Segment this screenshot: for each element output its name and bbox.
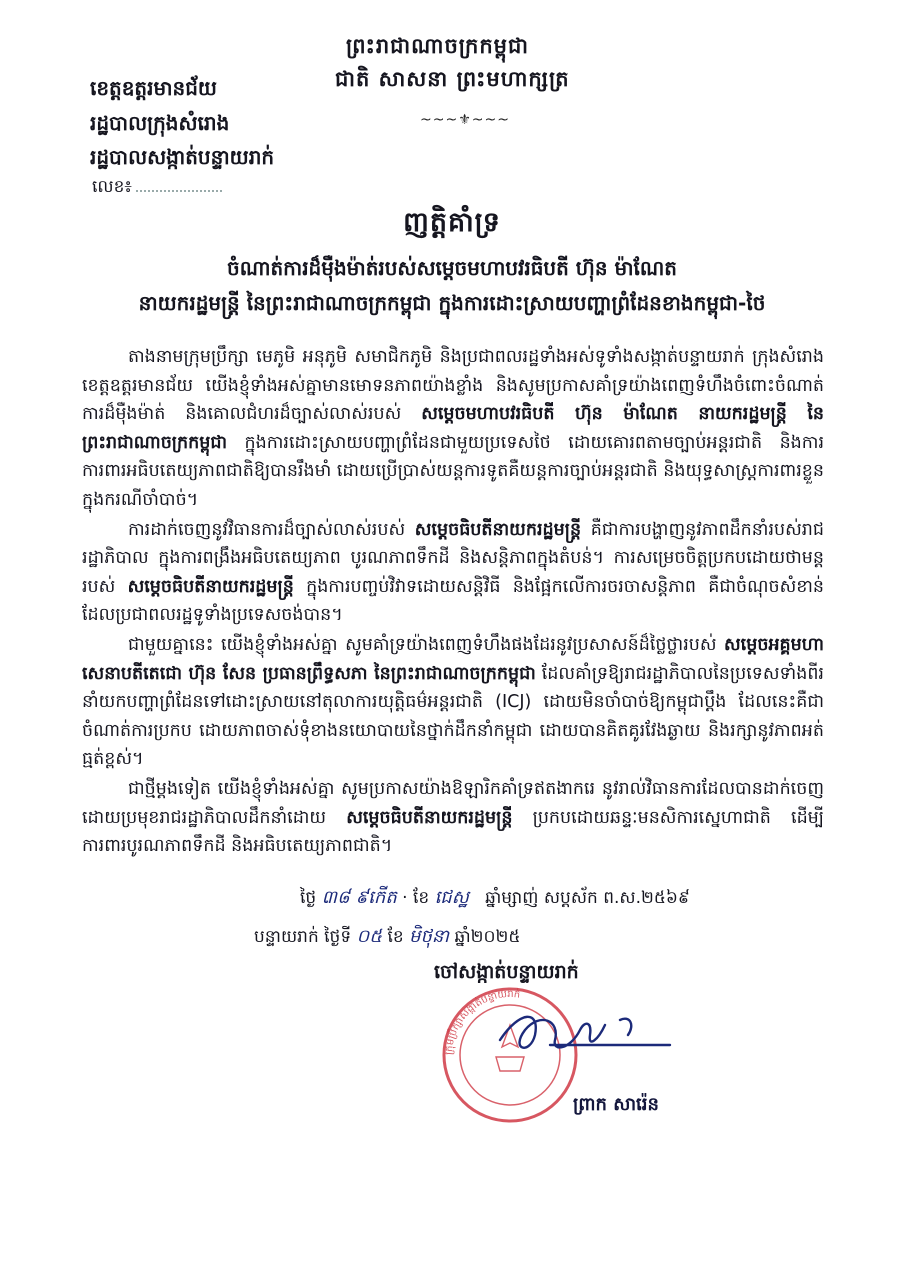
reference-blank — [136, 190, 222, 192]
bold-name: សម្ដេចមហាបវរធិបតី ហ៊ុន ម៉ាណែត នាយករដ្ឋមន្ត្រី នៃព្រះរាជាណាចក្រកម្ពុជា — [82, 404, 824, 453]
seal-text: ក្រុមប្រឹក្សាសង្កាត់បន្ទាយរាក់ — [443, 988, 521, 1056]
signatory-title: ចៅសង្កាត់បន្ទាយរាក់ — [434, 961, 579, 983]
document-subtitle-line-1: ចំណាត់ការដ៏ម៉ឺងម៉ាត់របស់សម្ដេចមហាបវរធិបតី ហ៊ុន ម៉ាណែត — [227, 256, 677, 280]
paragraph-4: ជាថ្មីម្ដងទៀត យើងខ្ញុំទាំងអស់គ្នា សូមប្រកាសយ៉ាងឱឡារិកគាំទ្រឥតងាករេ នូវរាល់វិធានការដែលបានដាក់ចេញដោយប្រមុខរាជរដ្ឋាភិបាលដឹកនាំដោយ សម្ដេចធិបតីនាយករដ្ឋមន្ត្រី ប្រកបដោយឆន្ទៈមនសិការស្នេហាជាតិ ដើម្បីការពារបូរណភាពទឹកដី និងអធិបតេយ្យភាពជាតិ។ — [82, 778, 825, 857]
solar-date-line: បន្ទាយរាក់ ថ្ងៃទី ០៥ ខែ មិថុនា ឆ្នាំ២០២៥ — [254, 926, 521, 947]
bold-name: សម្ដេចធិបតីនាយករដ្ឋមន្ត្រី — [127, 576, 294, 597]
handwritten-solar-month: មិថុនា — [409, 926, 450, 947]
document-title: ញត្តិគាំទ្រ — [403, 207, 501, 238]
province-name: ខេត្តឧត្តរមានជ័យ — [90, 76, 217, 100]
handwritten-lunar-month: ជេស្ឋ — [434, 887, 469, 908]
reference-number — [92, 176, 222, 201]
document-subtitle-line-2: នាយករដ្ឋមន្ត្រី នៃព្រះរាជាណាចក្រកម្ពុជា ក្នុងការដោះស្រាយបញ្ហាព្រំដែនខាងកម្ពុជា-ថៃ — [138, 291, 766, 315]
document-body — [82, 343, 824, 862]
national-motto: ជាតិ សាសនា ព្រះមហាក្សត្រ — [335, 67, 570, 91]
lunar-date-line: ថ្ងៃ ៣៨ ៩កើត · ខែ ជេស្ឋ ឆ្នាំម្សាញ់ សប្តស័ក ព.ស.២៥៦៩ — [300, 887, 690, 908]
paragraph-1: តាងនាមក្រុមប្រឹក្សា មេភូមិ អនុភូមិ សមាជិកភូមិ និងប្រជាពលរដ្ឋទាំងអស់ទូទាំងសង្កាត់បន្ទាយរាក់ ក្រុងសំរោង ខេត្តឧត្តរមានជ័យ យើងខ្ញុំទាំងអស់គ្នាមានមោទនភាពយ៉ាងខ្លាំង និងសូមប្រកាសគាំទ្រយ៉ាងពេញទំហឹងចំពោះចំណាត់ការដ៏ម៉ឺងម៉ាត់ និងគោលជំហរដ៏ច្បាស់លាស់របស់ សម្ដេចមហាបវរធិបតី ហ៊ុន ម៉ាណែត នាយករដ្ឋមន្ត្រី នៃព្រះរាជាណាចក្រកម្ពុជា ក្នុងការដោះស្រាយបញ្ហាព្រំដែនជាមួយប្រទេសថៃ ដោយគោរពតាមច្បាប់អន្តរជាតិ និងការ ការពារអធិបតេយ្យភាពជាតិឱ្យបានរឹងមាំ ដោយប្រើប្រាស់យន្តការទូតគឺយន្តការច្បាប់អន្តរជាតិ និងយុទ្ធសាស្ត្រការពារខ្លួនក្នុងករណីចាំបាច់។ — [82, 347, 824, 510]
bold-name: សម្ដេចធិបតីនាយករដ្ឋមន្ត្រី — [346, 807, 513, 828]
city-administration: រដ្ឋបាលក្រុងសំរោង — [90, 111, 230, 135]
sangkat-administration: រដ្ឋបាលសង្កាត់បន្ទាយរាក់ — [90, 145, 275, 169]
handwritten-solar-day: ០៥ — [356, 926, 383, 947]
bold-name: សម្ដេចអគ្គមហាសេនាបតីតេជោ ហ៊ុន សែន ប្រធានព្រឹទ្ធសភា នៃព្រះរាជាណាចក្រកម្ពុជា — [82, 634, 824, 684]
paragraph-2: ការដាក់ចេញនូវវិធានការដ៏ច្បាស់លាស់របស់ សម្ដេចធិបតីនាយករដ្ឋមន្ត្រី គឺជាការបង្ហាញនូវភាពដឹកនាំរបស់រាជរដ្ឋាភិបាល ក្នុងការពង្រឹងអធិបតេយ្យភាព បូរណភាពទឹកដី និងសន្តិភាពក្នុងតំបន់។ ការសម្រេចចិត្តប្រកបដោយថាមន្តរបស់ សម្ដេចធិបតីនាយករដ្ឋមន្ត្រី ក្នុងការបញ្ចប់វិវាទដោយសន្តិវិធី និងផ្អែកលើការចរចាសន្តិភាព គឺជាចំណុចសំខាន់ដែលប្រជាពលរដ្ឋទូទាំងប្រទេសចង់បាន។ — [82, 519, 824, 626]
ornament-divider: ~~~⚜~~~ — [420, 112, 510, 128]
handwritten-signature — [480, 1000, 680, 1070]
bold-name: សម្ដេចធិបតីនាយករដ្ឋមន្ត្រី — [414, 519, 582, 540]
signature-stroke — [500, 1017, 670, 1048]
kingdom-heading: ព្រះរាជាណាចក្រកម្ពុជា — [346, 34, 530, 58]
reference-label: លេខ៖ — [92, 177, 132, 197]
paragraph-3: ជាមួយគ្នានេះ យើងខ្ញុំទាំងអស់គ្នា សូមគាំទ្រយ៉ាងពេញទំហឹងផងដែរនូវប្រសាសន៍ដ៏ថ្លៃថ្លារបស់ សម្ដេចអគ្គមហាសេនាបតីតេជោ ហ៊ុន សែន ប្រធានព្រឹទ្ធសភា នៃព្រះរាជាណាចក្រកម្ពុជា ដែលគាំទ្រឱ្យរាជរដ្ឋាភិបាលនៃប្រទេសទាំងពីរនាំយកបញ្ហាព្រំដែនទៅដោះស្រាយនៅតុលាការយុត្តិធម៌អន្តរជាតិ (ICJ) ដោយមិនចាំបាច់ឱ្យកម្ពុជាប្ដឹង ដែលនេះគឺជាចំណាត់ការប្រកប ដោយភាពចាស់ទុំខាងនយោបាយនៃថ្នាក់ដឹកនាំកម្ពុជា ដោយបានគិតគូរវែងឆ្ងាយ និងរក្សានូវភាពអត់ធ្មត់ខ្ពស់។ — [82, 634, 824, 770]
signatory-name: ព្រាក សារ៉េន — [573, 1094, 659, 1115]
handwritten-lunar-day: ៣៨ ៩កើត — [321, 887, 397, 908]
